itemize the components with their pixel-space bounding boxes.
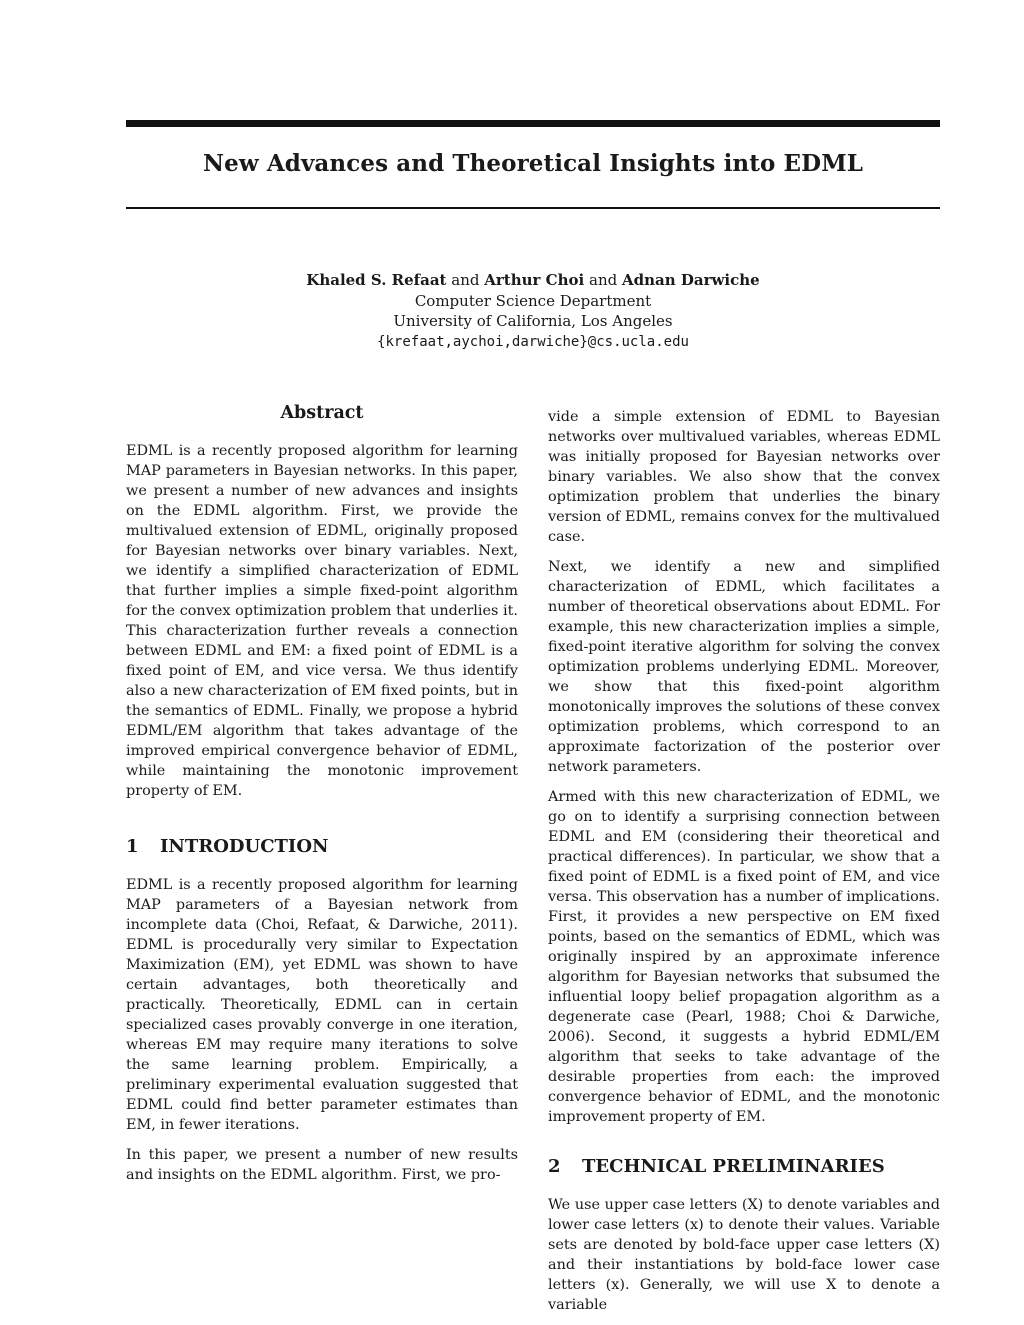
author-separator: and	[451, 271, 480, 289]
author-block	[126, 270, 940, 352]
intro-paragraph-2-continued: vide a simple extension of EDML to Bayesian networks over multivalued variables, whereas EDML was initially proposed for Bayesian networks over binary variables. We also show that the convex optimization problem that underlies the binary version of EDML, remains convex for the multivalued case.	[548, 409, 940, 545]
preliminaries-paragraph: We use upper case letters (X) to denote variables and lower case letters (x) to denote their values. Variable sets are denoted by bold-face upper case letters (X) and their instantiations by bold-face lower case letters (x). Generally, we will use X to denote a variable	[548, 1197, 940, 1313]
section-title: INTRODUCTION	[160, 836, 329, 857]
affiliation-dept: Computer Science Department	[414, 291, 652, 310]
author-name: Adnan Darwiche	[622, 271, 760, 289]
section-heading-preliminaries	[548, 1157, 940, 1177]
intro-paragraph-2: In this paper, we present a number of new results and insights on the EDML algorithm. First, we pro-	[126, 1147, 518, 1183]
author-separator: and	[589, 271, 618, 289]
abstract-text: EDML is a recently proposed algorithm for learning MAP parameters in Bayesian networks. In this paper, we present a number of new advances and insights on the EDML algorithm. First, we provide the multivalued extension of EDML, originally proposed for Bayesian networks over binary variables. Next, we identify a simplified characterization of EDML that further implies a simple fixed-point algorithm for the convex optimization problem that underlies it. This characterization further reveals a connection between EDML and EM: a fixed point of EDML is a fixed point of EM, and vice versa. We thus identify also a new characterization of EM fixed points, but in the semantics of EDML. Finally, we propose a hybrid EDML/EM algorithm that takes advantage of the improved empirical convergence behavior of EDML, while maintaining the monotonic improvement property of EM.	[126, 443, 518, 799]
title-rule	[126, 207, 940, 209]
author-name: Khaled S. Refaat	[306, 271, 447, 289]
author-name: Arthur Choi	[484, 271, 585, 289]
section-number: 1	[126, 836, 139, 857]
abstract-heading: Abstract	[280, 403, 364, 423]
top-rule	[126, 120, 940, 127]
paper-title: New Advances and Theoretical Insights into EDML	[202, 150, 864, 177]
intro-paragraph-1: EDML is a recently proposed algorithm for learning MAP parameters of a Bayesian network from incomplete data (Choi, Refaat, & Darwiche, 2011). EDML is procedurally very similar to Expectation Maximization (EM), yet EDML was shown to have certain advantages, both theoretically and practically. Theoretically, EDML can in certain specialized cases provably converge in one iteration, whereas EM may require many iterations to solve the same learning problem. Empirically, a preliminary experimental evaluation suggested that EDML could find better parameter estimates than EM, in fewer iterations.	[126, 877, 518, 1133]
author-line	[126, 270, 940, 291]
section-heading-introduction	[126, 837, 518, 857]
right-column	[548, 407, 940, 1325]
intro-paragraph-4: Armed with this new characterization of EDML, we go on to identify a surprising connection between EDML and EM (considering their theoretical and practical differences). In particular, we show that a fixed point of EDML is a fixed point of EM, and vice versa. This observation has a number of implications. First, it provides a new perspective on EM fixed points, based on the semantics of EDML, which was originally inspired by an approximate inference algorithm for Bayesian networks that subsumed the influential loopy belief propagation algorithm as a degenerate case (Pearl, 1988; Choi & Darwiche, 2006). Second, it suggests a hybrid EDML/EM algorithm that seeks to take advantage of the desirable properties from each: the improved convergence behavior of EDML, and the monotonic improvement property of EM.	[548, 789, 940, 1125]
intro-paragraph-3: Next, we identify a new and simplified characterization of EDML, which facilitates a number of theoretical observations about EDML. For example, this new characterization implies a simple, fixed-point iterative algorithm for solving the convex optimization problems underlying EDML. Moreover, we show that this fixed-point algorithm monotonically improves the solutions of these convex optimization problems, which correspond to an approximate factorization of the posterior over network parameters.	[548, 559, 940, 775]
author-emails: {krefaat,aychoi,darwiche}@cs.ucla.edu	[377, 333, 689, 350]
left-column	[126, 403, 518, 1195]
affiliation-university: University of California, Los Angeles	[393, 312, 673, 330]
section-title: TECHNICAL PRELIMINARIES	[582, 1156, 885, 1177]
section-number: 2	[548, 1156, 561, 1177]
